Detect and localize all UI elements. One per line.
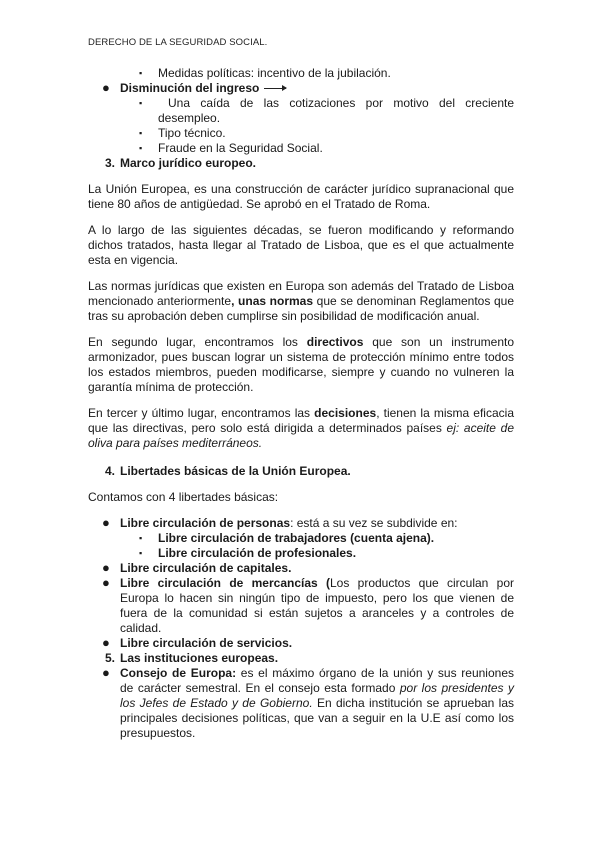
- text-span: En tercer y último lugar, encontramos las: [88, 406, 315, 420]
- section-heading: [88, 651, 514, 666]
- italic-span: por los presidentes y los Jefes de Estado y de Gobierno.: [120, 681, 515, 710]
- list-item: [88, 576, 514, 636]
- text-span: En segundo lugar, encontramos los: [88, 335, 307, 349]
- text-span: es el máximo órgano de la unión y sus reuniones de carácter semestral. En el consejo esta formado: [120, 666, 514, 695]
- text-span: , tienen la misma eficacia que las directivas, pero solo está dirigida a determinados países: [88, 406, 514, 435]
- list-item: [88, 546, 514, 561]
- section-title: Marco jurídico europeo.: [120, 156, 257, 170]
- list-item: [88, 561, 514, 576]
- paragraph: [88, 279, 514, 324]
- bold-span: directivos: [306, 335, 364, 349]
- list-item: [88, 531, 514, 546]
- document-body: [88, 66, 514, 741]
- square-bullet-icon: ▪: [139, 68, 143, 78]
- list-item-text: [120, 576, 514, 636]
- round-bullet-icon: ●: [102, 635, 110, 650]
- list-item-title: Libre circulación de servicios.: [120, 636, 293, 650]
- section-number: 4.: [105, 464, 116, 478]
- list-item: [88, 141, 514, 156]
- round-bullet-icon: ●: [102, 560, 110, 575]
- text-span: Las normas jurídicas que existen en Europa son además del Tratado de Lisboa mencionado anteriormente: [88, 279, 514, 308]
- text-span: que se denominan Reglamentos que tras su aprobación deben cumplirse sin posibilidad de modificación anual.: [88, 294, 514, 323]
- square-bullet-icon: ▪: [139, 143, 143, 153]
- paragraph: A lo largo de las siguientes décadas, se fueron modificando y reformando dichos tratados, hasta llegar al Tratado de Lisboa, que es el que actualmente esta en vigencia.: [88, 223, 514, 267]
- list-item: [88, 516, 514, 531]
- section-title: Libertades básicas de la Unión Europea.: [120, 464, 351, 478]
- paragraph: [88, 406, 514, 451]
- round-bullet-icon: ●: [102, 80, 110, 95]
- text-span: que son un instrumento armonizador, pues buscan lograr un sistema de protección mínimo entre todos los estados miembros, pueden modificarse, siempre y cuando no vulneren la garantía mínima de protección.: [88, 335, 514, 394]
- section-title: Las instituciones europeas.: [120, 651, 279, 665]
- list-item-text: Tipo técnico.: [158, 126, 226, 140]
- section-heading: [88, 464, 514, 479]
- list-item-text: [120, 666, 514, 741]
- paragraph: [88, 335, 514, 395]
- paragraph: La Unión Europea, es una construcción de carácter jurídico supranacional que tiene 80 años de antigüedad. Se aprobó en el Tratado de Roma.: [88, 182, 514, 211]
- list-item: [88, 66, 514, 81]
- text-span: En dicha institución se aprueban las principales decisiones políticas, que van a seguir en la U.E así como los presupuestos.: [120, 696, 514, 740]
- list-item-text: Una caída de las cotizaciones por motivo del creciente desempleo.: [158, 96, 514, 125]
- list-item-text: Fraude en la Seguridad Social.: [158, 141, 323, 155]
- list-item: [88, 81, 514, 96]
- bold-span: Consejo de Europa:: [120, 666, 237, 680]
- section-number: 3.: [105, 156, 116, 170]
- list-item-text: Medidas políticas: incentivo de la jubilación.: [158, 66, 391, 80]
- list-item: [88, 636, 514, 651]
- list-item-title: Libre circulación de capitales.: [120, 561, 292, 575]
- square-bullet-icon: ▪: [139, 98, 143, 108]
- section-number: 5.: [105, 651, 116, 665]
- list-item-text: Libre circulación de profesionales.: [158, 546, 357, 560]
- round-bullet-icon: ●: [102, 665, 110, 680]
- text-span: Los productos que circulan por Europa lo hacen sin ningún tipo de impuesto, pero los que vienen de fuera de la comunidad si están sujetos a aranceles y a controles de calidad.: [120, 576, 514, 635]
- round-bullet-icon: ●: [102, 515, 110, 530]
- page-header: DERECHO DE LA SEGURIDAD SOCIAL.: [88, 37, 268, 48]
- bold-span: Libre circulación de mercancías (: [120, 576, 330, 590]
- list-item-title: Libre circulación de personas: [120, 516, 291, 530]
- list-item-title: Disminución del ingreso: [120, 81, 260, 95]
- bold-span: , unas normas: [231, 294, 314, 308]
- italic-span: ej: aceite de oliva para países mediterráneos.: [88, 421, 514, 450]
- square-bullet-icon: ▪: [139, 533, 143, 543]
- square-bullet-icon: ▪: [139, 128, 143, 138]
- list-item-text: : está a su vez se subdivide en:: [290, 516, 458, 530]
- list-item-text: Libre circulación de trabajadores (cuenta ajena).: [158, 531, 435, 545]
- section-heading: [88, 156, 514, 171]
- list-item: [88, 126, 514, 141]
- paragraph: Contamos con 4 libertades básicas:: [88, 490, 279, 504]
- bold-span: decisiones: [314, 406, 377, 420]
- arrow-right-icon: [264, 88, 286, 89]
- square-bullet-icon: ▪: [139, 548, 143, 558]
- list-item: [88, 96, 514, 126]
- round-bullet-icon: ●: [102, 575, 110, 590]
- list-item: [88, 666, 514, 741]
